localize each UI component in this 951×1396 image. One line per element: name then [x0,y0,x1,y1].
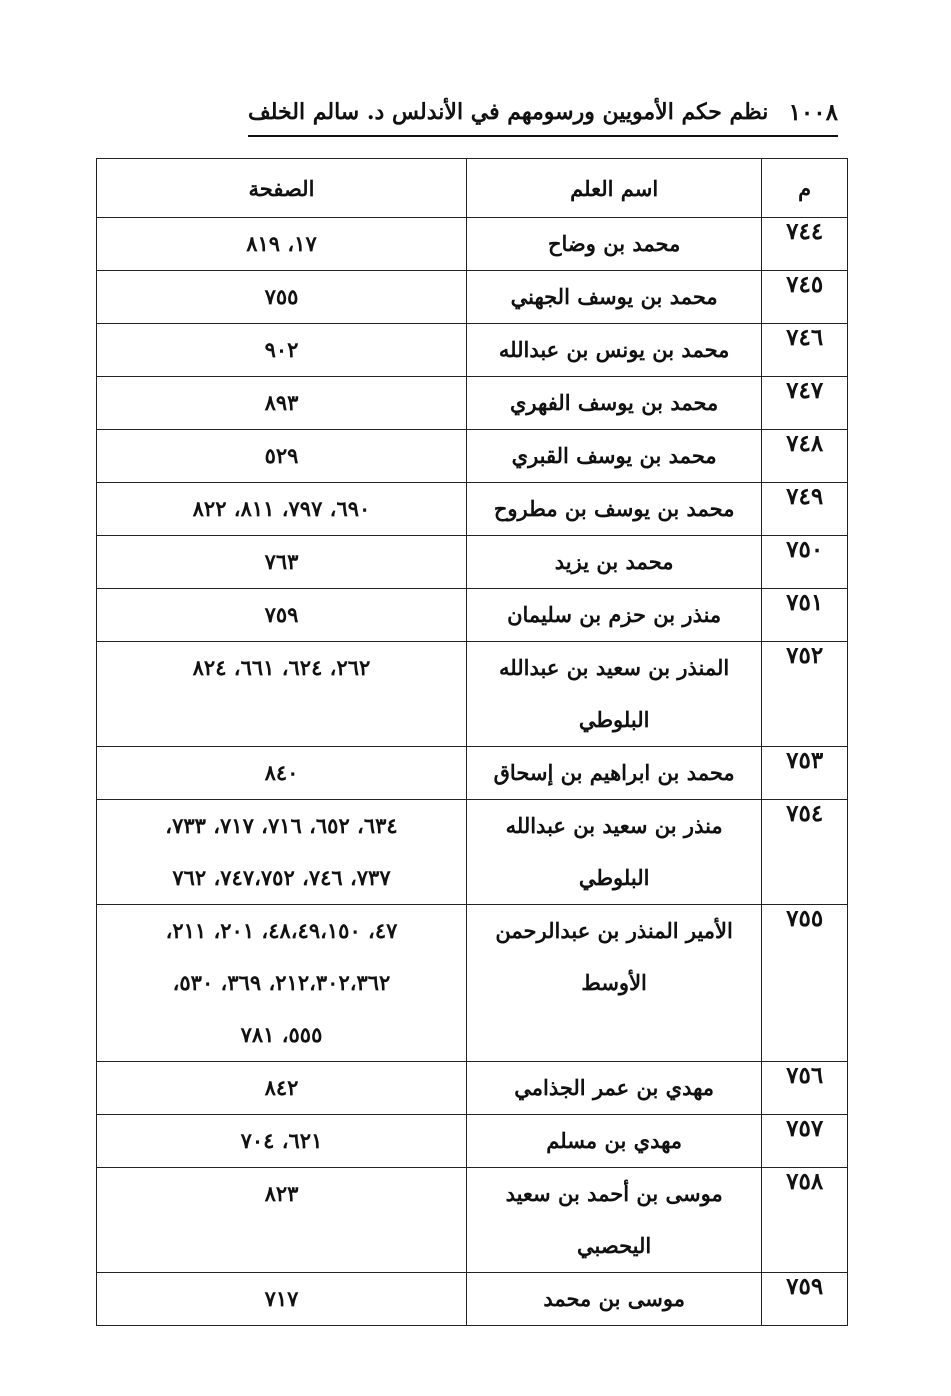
entry-name-cell [466,324,761,377]
entry-number: ٧٥٨ [762,1168,848,1273]
entry-pages: ٨٤٠ [264,760,299,785]
entry-name-cell [466,218,761,271]
entry-name-continued: اليحصبي [577,1233,652,1258]
page-number: ١٠٠٨ [788,98,838,126]
table-row [97,430,848,483]
entry-pages: ٢١٢،٣٠٢،٣٦٢، ٣٦٩، ٥٣٠، [172,970,391,995]
entry-pages-cell [97,1168,467,1273]
table-row [97,324,848,377]
entry-number: ٧٤٦ [762,324,848,377]
entry-pages: ٧٥٩ [264,602,299,627]
entry-name-cell [466,747,761,800]
entry-number: ٧٥٤ [762,800,848,905]
entry-name-continued: البلوطي [578,707,650,732]
entry-name: المنذر بن سعيد بن عبدالله [499,655,730,680]
entry-name-continued: البلوطي [578,865,650,890]
entry-pages: ٦٩٠، ٧٩٧، ٨١١، ٨٢٢ [192,496,371,521]
entry-pages: ٨٢٣ [264,1181,299,1206]
table-row [97,377,848,430]
entry-name-cell [466,1273,761,1326]
entry-name: مهدي بن مسلم [546,1128,683,1153]
entry-pages: ٧١٧ [264,1286,299,1311]
entry-pages-cell [97,747,467,800]
entry-pages: ٢٦٢، ٦٢٤، ٦٦١، ٨٢٤ [192,655,371,680]
entry-number: ٧٥٢ [762,642,848,747]
table-row [97,747,848,800]
entry-pages: ٩٠٢ [264,337,299,362]
entry-pages: ٦٣٤، ٦٥٢، ٧١٦، ٧١٧، ٧٣٣، [165,813,398,838]
entry-pages-cell [97,800,467,905]
entry-pages: ٨٤٢ [264,1075,299,1100]
entry-number: ٧٤٥ [762,271,848,324]
table-row [97,1273,848,1326]
running-header [248,92,838,132]
table-row [97,218,848,271]
table-row [97,483,848,536]
column-header-number: م [762,159,848,218]
entry-pages-cell [97,271,467,324]
entry-name-continued: الأوسط [581,970,647,995]
entry-name: محمد بن يونس بن عبدالله [498,337,730,362]
table-row [97,1062,848,1115]
entry-name: محمد بن يوسف القبري [511,443,717,468]
entry-name-cell [466,536,761,589]
table-row [97,536,848,589]
entry-name: محمد بن يزيد [554,549,674,574]
entry-pages-cell [97,1273,467,1326]
entry-name-cell [466,589,761,642]
entry-name-cell [466,1062,761,1115]
entry-pages: ٥٥٥، ٧٨١ [240,1022,323,1047]
entry-pages-cell [97,1115,467,1168]
entry-number: ٧٤٧ [762,377,848,430]
entry-name-cell [466,271,761,324]
table-body [97,218,848,1326]
table-row [97,800,848,905]
column-header-pages: الصفحة [97,159,467,218]
entry-pages-cell [97,536,467,589]
entry-pages: ٧٥٥ [264,284,299,309]
entry-name-cell [466,905,761,1062]
entry-name: منذر بن سعيد بن عبدالله [505,813,723,838]
entry-number: ٧٤٤ [762,218,848,271]
table-row [97,1115,848,1168]
entry-name: الأمير المنذر بن عبدالرحمن [495,918,733,943]
entry-name: محمد بن وضاح [547,231,681,256]
entry-name: مهدي بن عمر الجذامي [514,1075,715,1100]
entry-pages-cell [97,218,467,271]
index-table [96,158,848,1326]
entry-pages: ٧٦٣ [264,549,299,574]
entry-number: ٧٥٣ [762,747,848,800]
entry-number: ٧٥٥ [762,905,848,1062]
entry-pages: ٧٣٧، ٧٤٦، ٧٤٧،٧٥٢، ٧٦٢ [172,865,391,890]
entry-pages-cell [97,642,467,747]
entry-name-cell [466,483,761,536]
running-title: نظم حكم الأمويين ورسومهم في الأندلس د. سالم الخلف [248,99,769,125]
entry-number: ٧٤٩ [762,483,848,536]
entry-name-cell [466,1115,761,1168]
table-row [97,589,848,642]
table-row [97,905,848,1062]
entry-pages-cell [97,324,467,377]
entry-name: موسى بن محمد [543,1286,685,1311]
table-row [97,1168,848,1273]
entry-name-cell [466,377,761,430]
entry-pages: ٥٢٩ [264,443,299,468]
entry-pages-cell [97,483,467,536]
entry-name-cell [466,800,761,905]
table-row [97,642,848,747]
entry-name: محمد بن يوسف الفهري [509,390,719,415]
entry-pages-cell [97,589,467,642]
entry-pages-cell [97,377,467,430]
header-rule [248,135,838,137]
entry-name-cell [466,1168,761,1273]
entry-pages-cell [97,905,467,1062]
entry-pages: ٨٩٣ [264,390,299,415]
entry-pages: ١٧، ٨١٩ [246,231,317,256]
entry-number: ٧٥١ [762,589,848,642]
entry-pages: ٦٢١، ٧٠٤ [240,1128,323,1153]
entry-number: ٧٥٩ [762,1273,848,1326]
entry-name: منذر بن حزم بن سليمان [507,602,722,627]
entry-name-cell [466,430,761,483]
entry-number: ٧٥٦ [762,1062,848,1115]
entry-number: ٧٤٨ [762,430,848,483]
entry-name: محمد بن يوسف بن مطروح [493,496,735,521]
entry-name: محمد بن ابراهيم بن إسحاق [493,760,735,785]
table-row [97,271,848,324]
table-header-row [97,159,848,218]
entry-number: ٧٥٧ [762,1115,848,1168]
column-header-name: اسم العلم [466,159,761,218]
entry-pages: ٤٧، ٤٨،٤٩،١٥٠، ٢٠١، ٢١١، [165,918,398,943]
entry-name-cell [466,642,761,747]
entry-name: محمد بن يوسف الجهني [510,284,718,309]
entry-pages-cell [97,1062,467,1115]
entry-number: ٧٥٠ [762,536,848,589]
entry-name: موسى بن أحمد بن سعيد [505,1181,723,1206]
entry-pages-cell [97,430,467,483]
